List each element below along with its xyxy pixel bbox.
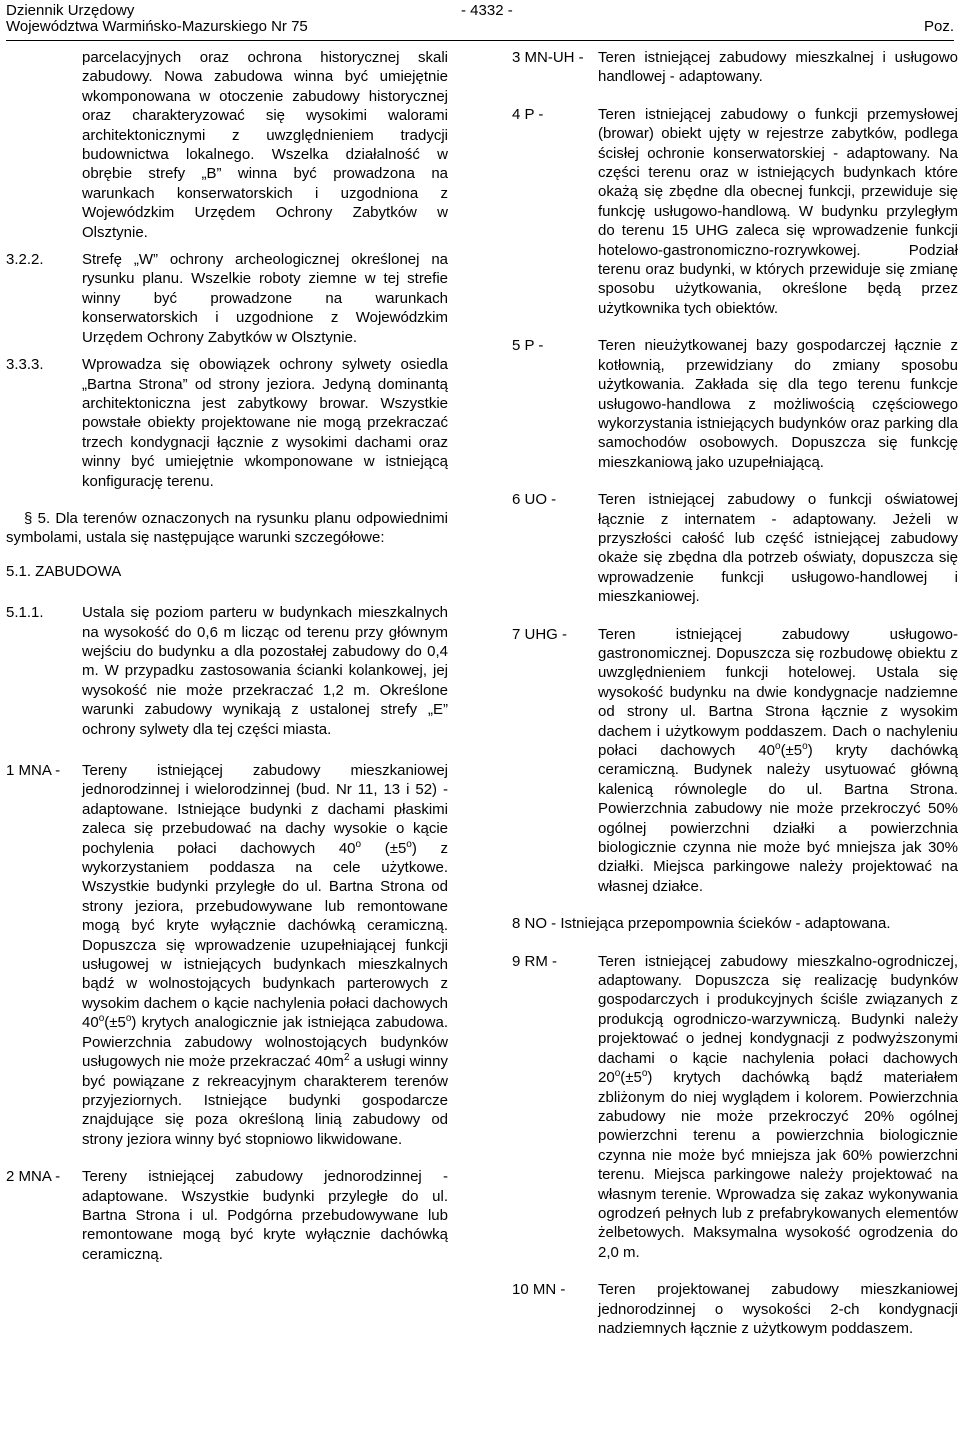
zone-4-p [512,105,958,318]
zone-9-rm [512,952,958,1263]
text-run: ) z wykorzystaniem poddasza na cele użytkowe. Wszystkie budynki przyległe do ul. Bartna Strona od strony jeziora, przebudowywane lub remontowane mogą być kryte wyłącznie dachówką ceramiczną. Dopuszcza się wprowadzenie uzupełniającej funkcji usługowej w istniejących budynkach mieszkalnych bądź w wolnostojących budynkach parterowych z wysokim dachem o kącie nachylenia połaci dachowych 40 [82,839,448,1032]
paragraph-5-1-1 [6,603,448,739]
zone-description: Teren projektowanej zabudowy mieszkaniowej jednorodzinnej o wysokości 2-ch kondygnacji nadziemnych łącznie z użytkowym poddaszem. [598,1281,958,1337]
zone-symbol: 1 MNA - [6,762,61,779]
zone-description: Teren istniejącej zabudowy mieszkalnej i usługowo handlowej - adaptowany. [598,49,958,86]
text-run: (±5 [620,1069,642,1087]
text-run: ) krytych analogicznie jak istniejąca zabudowa. Powierzchnia zabudowy wolnostojących budynków usługowych nie może przekraczać 40m [82,1014,448,1071]
zone-description: Teren istniejącej zabudowy o funkcji oświatowej łącznie z internatem - adaptowany. Jeżeli w przyszłości całość lub część istniejącej zabudowy okaże się zbędna dla potrzeb oświaty, dopuszcza się wprowadzenie funkcji usługowo-handlowej i mieszkaniowej. [598,491,958,606]
zone-description: Tereny istniejącej zabudowy jednorodzinnej - adaptowane. Wszystkie budynki przyległe do ul. Bartna Strona i ul. Podgórna przebudowywane lub remontowane mogą być kryte wyłącznie dachówką ceramiczną. [82,1168,448,1263]
heading-zabudowa: 5.1. ZABUDOWA [6,562,122,580]
degree-sup: o [641,1068,648,1080]
text-run: (±5 [104,1014,126,1032]
zone-description [82,761,448,1149]
text-run: a usługi winny być powiązane z rekreacyjnym charakterem terenów przyjeziornych. Istniejące budynki gospodarcze znajdujące się poza określoną linią zabudowy od strony jeziora winny być stopniowo likwidowane. [82,1053,448,1148]
journal-region: Województwa Warmińsko-Mazurskiego Nr 75 [6,18,308,35]
text-run: Teren istniejącej zabudowy usługowo-gastronomicznej. Dopuszcza się rozbudowę obiektu z uwzględnieniem funkcji hotelowej. Ustala się wysokość budynku na dwie kondygnacje nadziemne od strony ul. Bartna Strona łącznie z wysokim dachem i użytkowym poddaszem. Dach o nachyleniu połaci dachowych 40 [598,625,958,759]
paragraph-strefa-b: parcelacyjnych oraz ochrona historycznej skali zabudowy. Nowa zabudowa winna być umiejętnie wkomponowana w otoczenie zabudowy historycznej oraz charakteryzować się wysokimi walorami architektonicznymi z uwzględnieniem tradycji budownictwa lokalnego. Wszelka działalność w obrębie strefy „B” winna być prowadzona na warunkach konserwatorskich i uzgodniona z Wojewódzkim Urzędem Ochrony Zabytków w Olsztynie. [82,49,448,241]
degree-sup: o [406,838,412,850]
zone-symbol: 4 P - [512,105,544,123]
paragraph-section-5 [6,509,448,548]
section-number: § 5. [24,509,51,527]
text-run: (±5 [361,839,407,857]
text-run: Tereny istniejącej zabudowy mieszkaniowej jednorodzinnej i wielorodzinnej (bud. Nr 11, 13 i 52) - adaptowane. Istniejące budynki z dachami płaskimi zaleca się przebudować na dachy wysokie o kącie pochylenia połaci dachowych 40 [82,762,448,857]
zone-1-mna [6,761,448,1149]
degree-sup: o [802,741,808,752]
page-number: - 4332 - [461,2,513,19]
zone-10-mn [512,1280,958,1338]
paragraph-number: 5.1.1. [6,604,44,622]
zone-symbol: 5 P - [512,337,544,355]
text-run: ) kryty dachówką ceramiczną. Budynek należy usytuować główną kalenicą równolegle do ul. Bartna Strona. Powierzchnia zabudowy nie może przekroczyć 50% ogólnej powierzchni działki a powierzchnia biologicznie czynna nie może być mniejsza jak 30% działki. Miejsca parkingowe należy projektować na własnej działce. [598,742,958,895]
text-run: Teren istniejącej zabudowy mieszkalno-ogrodniczej, adaptowany. Dopuszcza się realizację budynków gospodarczych i produkcyjnych ściśle związanych z produkcją ogrodniczo-warzywniczą. Budynki należy projektować o jednej kondygnacji z podwyższonymi dachami o kącie nachylenia połaci dachowych 20 [598,952,958,1087]
degree-sup: o [775,741,781,752]
zone-description: Teren nieużytkowanej bazy gospodarczej łącznie z kotłownią, przewidziany do zmiany sposobu użytkowania. Zakłada się dla tego terenu funkcje usługowo-handlowa z możliwością częściowego wykorzystania istniejących budynków oraz parking dla samochodów osobowych. Dopuszcza się funkcję mieszkaniową jako uzupełniającą. [598,337,958,471]
zone-description [598,952,958,1263]
paragraph-number: 3.3.3. [6,356,44,374]
text-run: ) krytych dachówką bądź materiałem zbliżonym do niej wyglądem i kolorem. Powierzchnia zabudowy nie może przekroczyć 20% ogólnej powierzchni terenu a powierzchnia biologicznie czynna nie może być mniejsza jak 60% powierzchni terenu. Miejsca parkingowe należy projektować na własnym terenie. Wprowadza się zakaz wykonywania ogrodzeń pełnych lub z prefabrykowanych elementów żelbetowych. Maksymalna wysokość ogrodzenia do 2,0 m. [598,1069,958,1261]
zone-symbol: 10 MN - [512,1281,566,1299]
zone-2-mna [6,1167,448,1264]
right-column [512,48,958,1338]
zone-description: Teren istniejącej zabudowy o funkcji przemysłowej (browar) obiekt ujęty w rejestrze zabytków, podlega ścisłej ochronie konserwatorskiej - adaptowany. Na części terenu oraz w istniejących budynkach które okażą się zbędne dla obecnej funkcji, przewiduje się funkcję usługowo-handlową. W budynku przyległym do terenu 15 UHG zaleca się wprowadzenie funkcji hotelowo-gastronomiczno-rozrywkowej. Podział terenu oraz budynki, w których przewiduje się zmianę sposobu użytkowania, określone będą przez użytkownika tych obiektów. [598,105,958,317]
text-run: (±5 [780,742,803,759]
zone-description [598,625,958,897]
zone-5-p [512,336,958,472]
degree-sup: o [125,1013,132,1025]
position-label: Poz. [923,18,954,35]
zone-8-no: 8 NO - Istniejąca przepompownia ścieków - adaptowana. [512,915,891,933]
paragraph-3-2-2 [6,250,448,347]
zone-symbol: 9 RM - [512,952,557,970]
zone-symbol: 7 UHG - [512,625,568,643]
area-sup: 2 [343,1052,350,1064]
zone-symbol: 6 UO - [512,491,557,509]
zone-symbol: 2 MNA - [6,1168,61,1186]
zone-symbol: 3 MN-UH - [512,49,584,66]
paragraph-3-3-3 [6,355,448,491]
degree-sup: o [98,1013,105,1025]
paragraph-text: Wprowadza się obowiązek ochrony sylwety osiedla „Bartna Strona” od strony jeziora. Jedyną dominantą architektoniczna jest zabytkowy browar. Wszystkie powstałe obiekty projektowane nie mogą przekraczać trzech kondygnacji łącznie z wysokimi dachami oraz winny być umiejętnie wkomponowane w istniejącą konfigurację terenu. [82,356,448,490]
paragraph-number: 3.2.2. [6,251,44,269]
degree-sup: o [614,1068,621,1080]
paragraph-text: Strefę „W” ochrony archeologicznej określonej na rysunku planu. Wszelkie roboty ziemne w tej strefie winny być prowadzone na warunkach konserwatorskich i uzgodnione z Wojewódzkim Urzędem Ochrony Zabytków w Olsztynie. [82,251,448,346]
left-column [6,48,448,1264]
journal-title: Dziennik Urzędowy [6,2,135,19]
zone-3-mn-uh [512,48,958,87]
paragraph-text: Ustala się poziom parteru w budynkach mieszkalnych na wysokość do 0,6 m licząc od terenu przy głównym wejściu do budynku a dla pozostałej zabudowy do 0,4 m. W przypadku zastosowania ścianki kolankowej, jej wysokość nie może przekraczać 1,2 m. Określone warunki zabudowy wynikają z ustalonej strefy „E” ochrony sylwety dla tej części miasta. [82,604,448,738]
page-header [6,0,954,41]
section-text: Dla terenów oznaczonych na rysunku planu odpowiednimi symbolami, ustala się następujące warunki szczegółowe: [6,509,449,547]
zone-7-uhg [512,625,958,897]
degree-sup: o [355,838,362,850]
zone-6-uo [512,490,958,606]
